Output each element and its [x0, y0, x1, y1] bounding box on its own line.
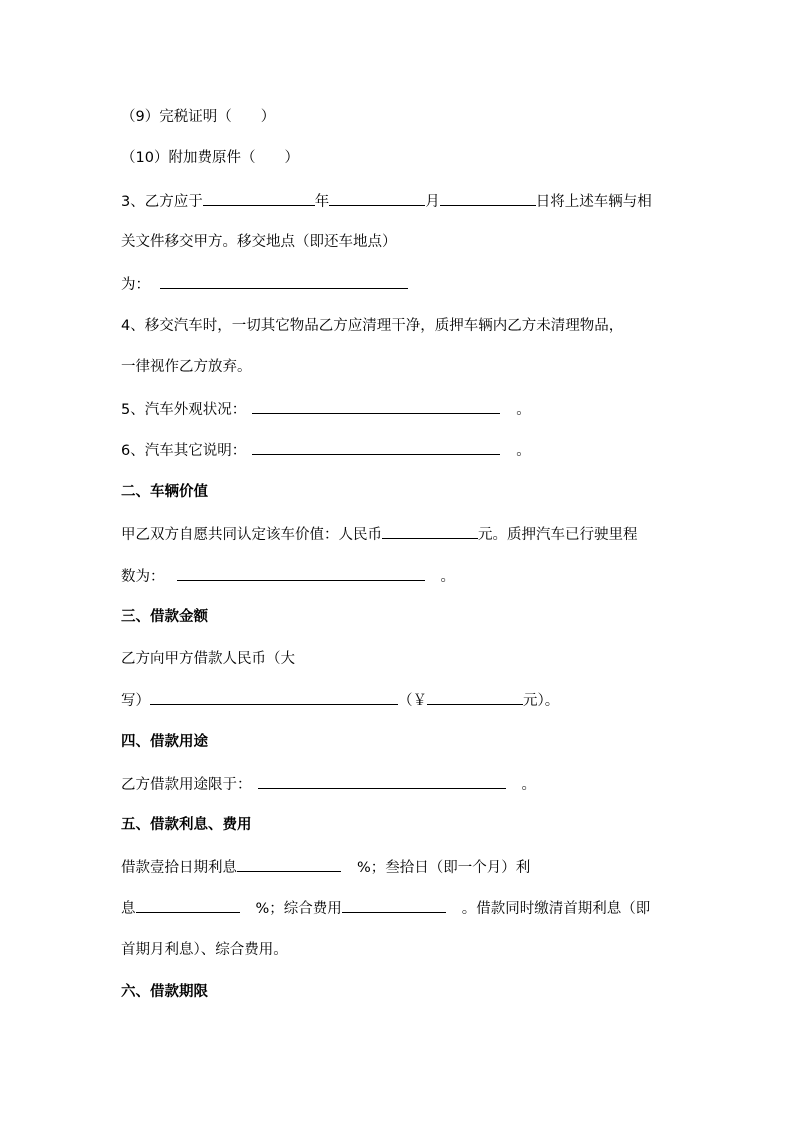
- item-9: （9）完税证明（ ）: [121, 109, 276, 125]
- clause-3-line-3: 为：: [121, 274, 408, 295]
- amount-number-blank: [427, 690, 523, 705]
- item-10: （10）附加费原件（ ）: [121, 150, 299, 166]
- purpose-blank: [258, 774, 506, 789]
- section-2-line-1: 甲乙双方自愿共同认定该车价值：人民币 元。质押汽车已行驶里程: [121, 524, 638, 545]
- section-3-heading: 三、借款金额: [121, 609, 208, 625]
- section-4-line-1: 乙方借款用途限于： 。: [121, 774, 536, 795]
- day-blank: [440, 191, 536, 206]
- section-5-line-3: 首期月利息）、综合费用。: [121, 942, 288, 958]
- other-notes-blank: [252, 440, 500, 455]
- amount-uppercase-blank: [150, 690, 398, 705]
- section-5-heading: 五、借款利息、费用: [121, 817, 252, 833]
- section-3-line-1: 乙方向甲方借款人民币（大: [121, 651, 295, 667]
- section-2-line-2: 数为： 。: [121, 566, 455, 587]
- ten-day-interest-blank: [237, 857, 341, 872]
- clause-6: 6、汽车其它说明： 。: [121, 440, 531, 461]
- fee-blank: [342, 898, 446, 913]
- section-2-heading: 二、车辆价值: [121, 484, 208, 500]
- year-blank: [203, 191, 315, 206]
- monthly-interest-blank: [136, 898, 240, 913]
- clause-5: 5、汽车外观状况： 。: [121, 399, 531, 420]
- clause-3-line-1: 3、乙方应于 年 月 日将上述车辆与相: [121, 191, 652, 212]
- clause-3-line-2: 关文件移交甲方。移交地点（即还车地点）: [121, 234, 397, 250]
- car-value-blank: [382, 524, 478, 539]
- mileage-blank: [177, 566, 425, 581]
- section-3-line-2: 写） （￥ 元）。: [121, 690, 559, 711]
- section-6-heading: 六、借款期限: [121, 984, 208, 1000]
- clause-4-line-2: 一律视作乙方放弃。: [121, 359, 252, 375]
- section-5-line-2: 息 %；综合费用 。借款同时缴清首期利息（即: [121, 898, 650, 919]
- clause-4-line-1: 4、移交汽车时，一切其它物品乙方应清理干净，质押车辆内乙方未清理物品，: [121, 318, 624, 334]
- section-5-line-1: 借款壹拾日期利息 %；叁拾日（即一个月）利: [121, 857, 530, 878]
- location-blank: [160, 274, 408, 289]
- section-4-heading: 四、借款用途: [121, 734, 208, 750]
- appearance-blank: [252, 399, 500, 414]
- month-blank: [329, 191, 425, 206]
